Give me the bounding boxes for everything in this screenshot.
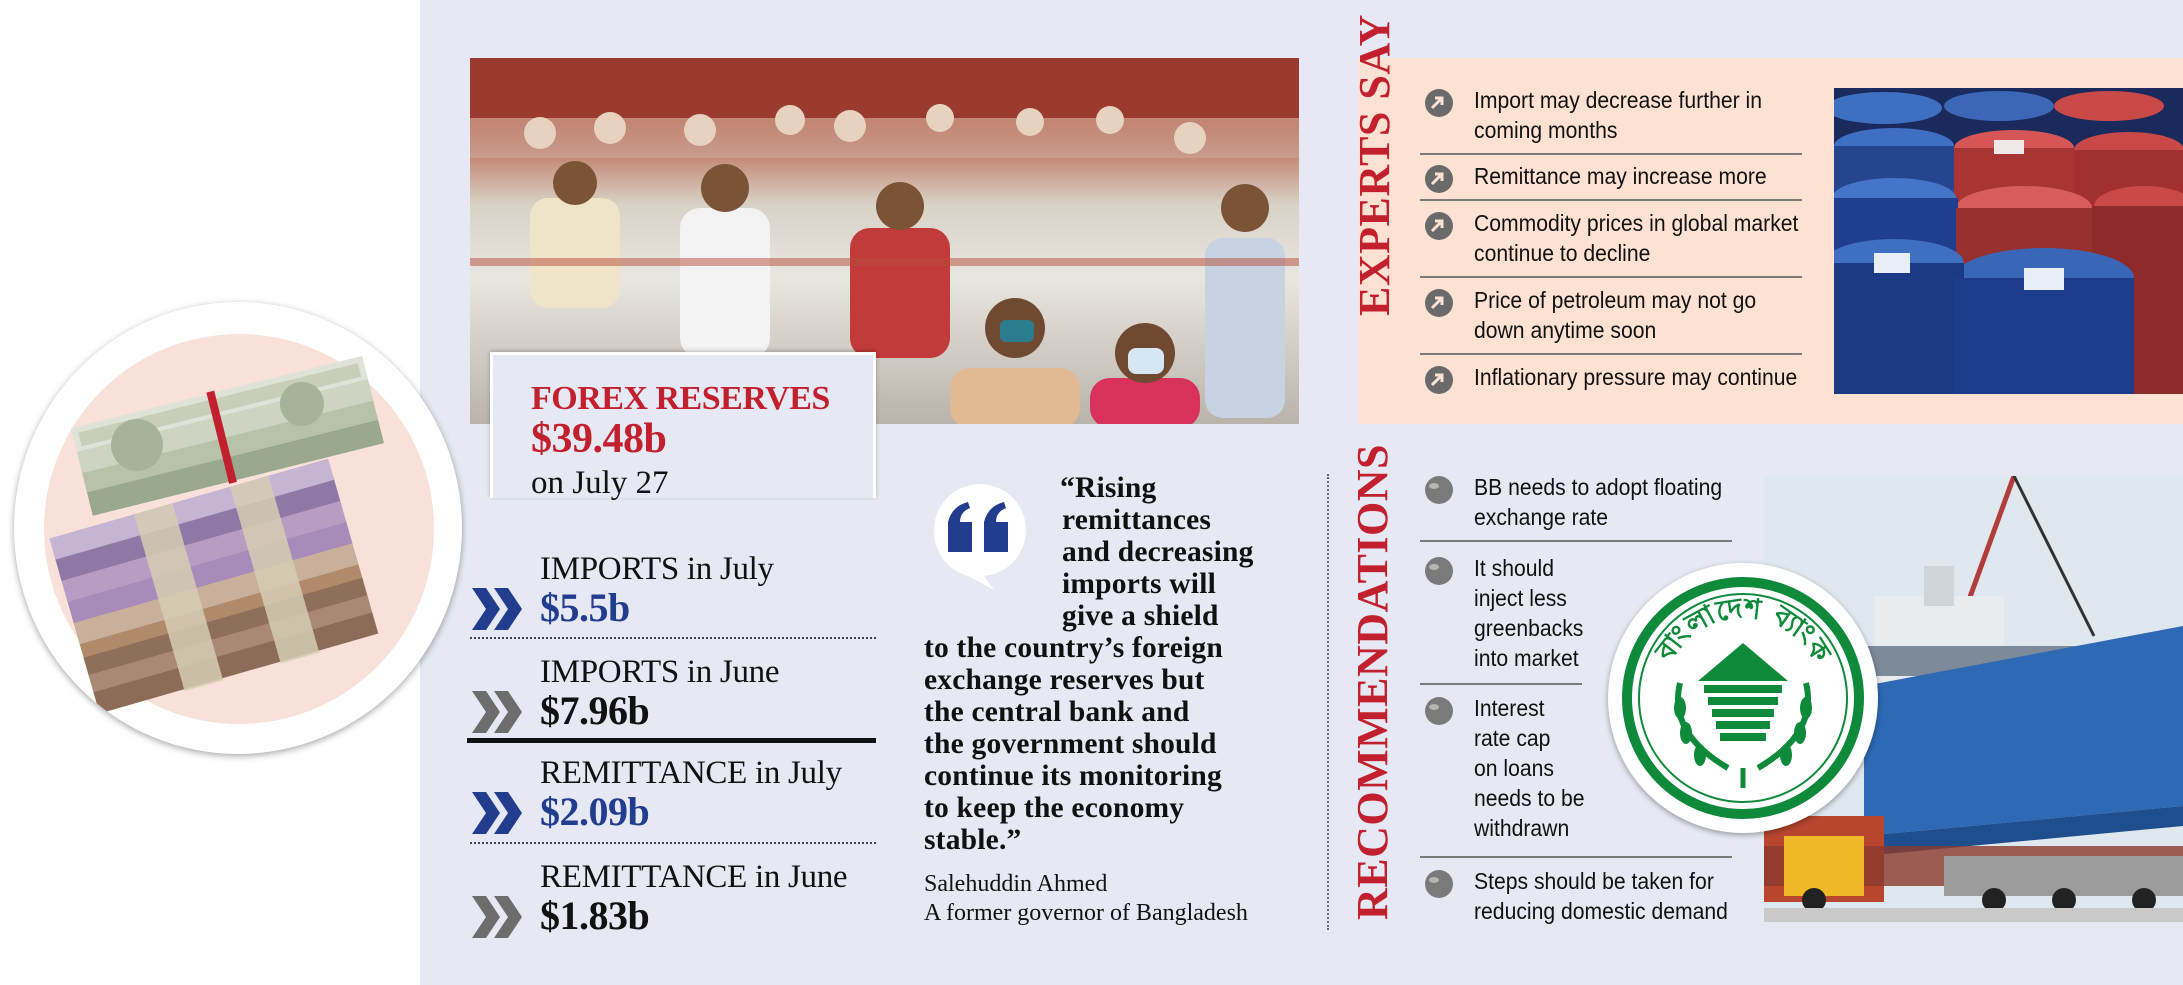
circle-arrow-icon — [1424, 365, 1454, 395]
item-text: exchange rate — [1474, 504, 1609, 530]
item-text: BB needs to adopt floating — [1474, 474, 1723, 500]
item-text: Inflationary pressure may continue — [1474, 364, 1798, 390]
forex-date: on July 27 — [531, 465, 669, 501]
item-text: Import may decrease further in — [1474, 87, 1762, 113]
item-text: Commodity prices in global market — [1474, 210, 1799, 236]
divider — [1420, 683, 1582, 685]
divider — [1420, 199, 1802, 201]
item-text: inject less — [1474, 585, 1567, 611]
double-chevron-right-icon — [470, 788, 526, 838]
item-text: It should — [1474, 555, 1554, 581]
stat-remittance-july — [470, 748, 876, 840]
logo-text: বাংলাদেশ ব্যাংক — [1648, 591, 1838, 668]
quote-line: stable.” — [924, 824, 1022, 856]
stat-remittance-june — [470, 852, 876, 944]
bangladesh-bank-logo — [1608, 563, 1878, 833]
double-chevron-right-icon — [470, 584, 526, 634]
pin-dot-icon — [1424, 556, 1454, 586]
circle-arrow-icon — [1424, 211, 1454, 241]
item-text: rate cap — [1474, 725, 1551, 751]
item-text: Price of petroleum may not go — [1474, 287, 1757, 313]
divider — [1420, 353, 1802, 355]
item-text: withdrawn — [1474, 815, 1570, 841]
stat-label: REMITTANCE in June — [540, 859, 848, 895]
circle-arrow-icon — [1424, 164, 1454, 194]
circle-arrow-icon — [1424, 88, 1454, 118]
quote-line: imports will — [1062, 568, 1216, 600]
forex-title: FOREX RESERVES — [531, 380, 830, 417]
quote-line: to keep the economy — [924, 792, 1185, 824]
stat-label: REMITTANCE in July — [540, 755, 842, 791]
circle-arrow-icon — [1424, 288, 1454, 318]
item-text: continue to decline — [1474, 240, 1651, 266]
item-text: down anytime soon — [1474, 317, 1657, 343]
divider — [1420, 276, 1802, 278]
stat-value: $5.5b — [540, 585, 630, 630]
item-text: on loans — [1474, 755, 1554, 781]
quote-author-role: A former governor of Bangladesh — [924, 900, 1248, 926]
divider — [470, 637, 876, 639]
quote-author: Salehuddin Ahmed — [924, 871, 1108, 897]
forex-value: $39.48b — [531, 416, 667, 462]
divider — [1327, 474, 1329, 930]
pin-dot-icon — [1424, 475, 1454, 505]
stat-value: $7.96b — [540, 688, 650, 733]
double-chevron-right-icon — [470, 687, 526, 737]
quote-line: give a shield — [1062, 600, 1219, 632]
stat-label: IMPORTS in June — [540, 654, 780, 690]
quote-line: continue its monitoring — [924, 760, 1222, 792]
experts-say-title: EXPERTS SAY — [1350, 14, 1399, 316]
pin-dot-icon — [1424, 869, 1454, 899]
divider — [1420, 540, 1732, 542]
quote-line: “Rising — [1060, 472, 1157, 504]
recommendations-title: RECOMMENDATIONS — [1348, 443, 1397, 921]
item-text: coming months — [1474, 117, 1618, 143]
item-text: Remittance may increase more — [1474, 163, 1767, 189]
quote-line: the central bank and — [924, 696, 1190, 728]
money-illustration — [14, 302, 462, 754]
item-text: greenbacks — [1474, 615, 1584, 641]
stat-imports-june — [470, 647, 876, 739]
quotation-mark-icon — [924, 476, 1038, 590]
forex-reserves-card — [490, 352, 876, 501]
double-chevron-right-icon — [470, 892, 526, 942]
stat-label: IMPORTS in July — [540, 551, 774, 587]
stat-value: $1.83b — [540, 893, 650, 938]
item-text: Interest — [1474, 695, 1545, 721]
item-text: into market — [1474, 645, 1579, 671]
pin-dot-icon — [1424, 696, 1454, 726]
divider — [1420, 856, 1732, 858]
item-text: needs to be — [1474, 785, 1585, 811]
quote-line: exchange reserves but — [924, 664, 1205, 696]
oil-barrels-photo — [1834, 88, 2183, 394]
quote-line: remittances — [1062, 504, 1212, 536]
stat-imports-july — [470, 544, 876, 636]
stat-value: $2.09b — [540, 789, 650, 834]
divider — [467, 738, 876, 743]
quote-line: and decreasing — [1062, 536, 1254, 568]
item-text: reducing domestic demand — [1474, 898, 1728, 924]
quote-line: to the country’s foreign — [924, 632, 1223, 664]
quote-line: the government should — [924, 728, 1217, 760]
item-text: Steps should be taken for — [1474, 868, 1714, 894]
divider — [1420, 153, 1802, 155]
divider — [470, 842, 876, 844]
